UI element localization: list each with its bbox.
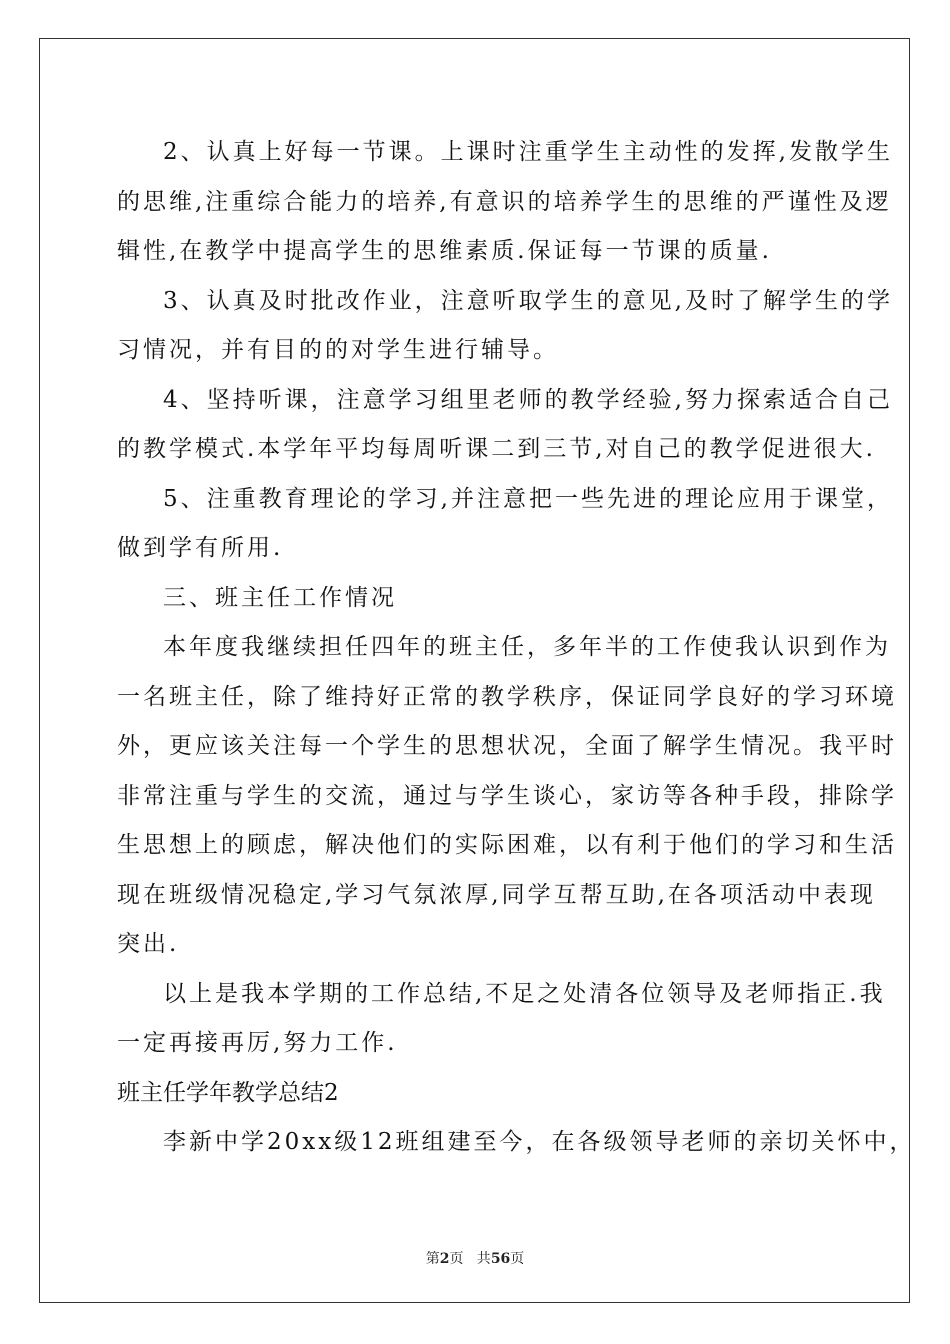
text-line: 5、注重教育理论的学习,并注意把一些先进的理论应用于课堂， (163, 486, 893, 512)
footer-total-pages: 56 (490, 1251, 511, 1267)
text-line: 一定再接再厉,努力工作. (117, 1030, 398, 1056)
text-line: 做到学有所用. (117, 535, 284, 561)
text-line: 本年度我继续担任四年的班主任，多年半的工作使我认识到作为 (163, 634, 891, 660)
page-footer (0, 1250, 950, 1268)
text-line: 李新中学20xx级12班组建至今，在各级领导老师的亲切关怀中， (163, 1129, 916, 1155)
text-line: 4、坚持听课，注意学习组里老师的教学经验,努力探索适合自己 (163, 387, 893, 413)
page-border (39, 38, 910, 1303)
text-line: 辑性,在教学中提高学生的思维素质.保证每一节课的质量. (117, 238, 772, 264)
text-line: 的思维,注重综合能力的培养,有意识的培养学生的思维的严谨性及逻 (117, 189, 892, 215)
text-line: 习情况，并有目的的对学生进行辅导。 (117, 337, 559, 363)
footer-mid: 页 共 (449, 1251, 491, 1267)
footer-suffix: 页 (510, 1251, 525, 1267)
footer-prefix: 第 (425, 1251, 440, 1267)
text-line: 一名班主任，除了维持好正常的教学秩序，保证同学良好的学习环境 (117, 684, 897, 710)
text-line: 现在班级情况稳定,学习气氛浓厚,同学互帮互助,在各项活动中表现 (117, 882, 876, 908)
section-heading: 三、班主任工作情况 (163, 585, 397, 611)
footer-page-number: 2 (439, 1251, 450, 1267)
text-line: 的教学模式.本学年平均每周听课二到三节,对自己的教学促进很大. (117, 436, 876, 462)
text-line: 外，更应该关注每一个学生的思想状况，全面了解学生情况。我平时 (117, 733, 897, 759)
text-line: 2、认真上好每一节课。上课时注重学生主动性的发挥,发散学生 (163, 139, 893, 165)
document-title: 班主任学年教学总结2 (117, 1080, 339, 1106)
text-line: 3、认真及时批改作业，注意听取学生的意见,及时了解学生的学 (163, 288, 893, 314)
text-line: 非常注重与学生的交流，通过与学生谈心，家访等各种手段，排除学 (117, 783, 897, 809)
text-line: 以上是我本学期的工作总结,不足之处清各位领导及老师指正.我 (163, 981, 886, 1007)
text-line: 生思想上的顾虑，解决他们的实际困难，以有利于他们的学习和生活 (117, 832, 897, 858)
text-line: 突出. (117, 931, 180, 957)
